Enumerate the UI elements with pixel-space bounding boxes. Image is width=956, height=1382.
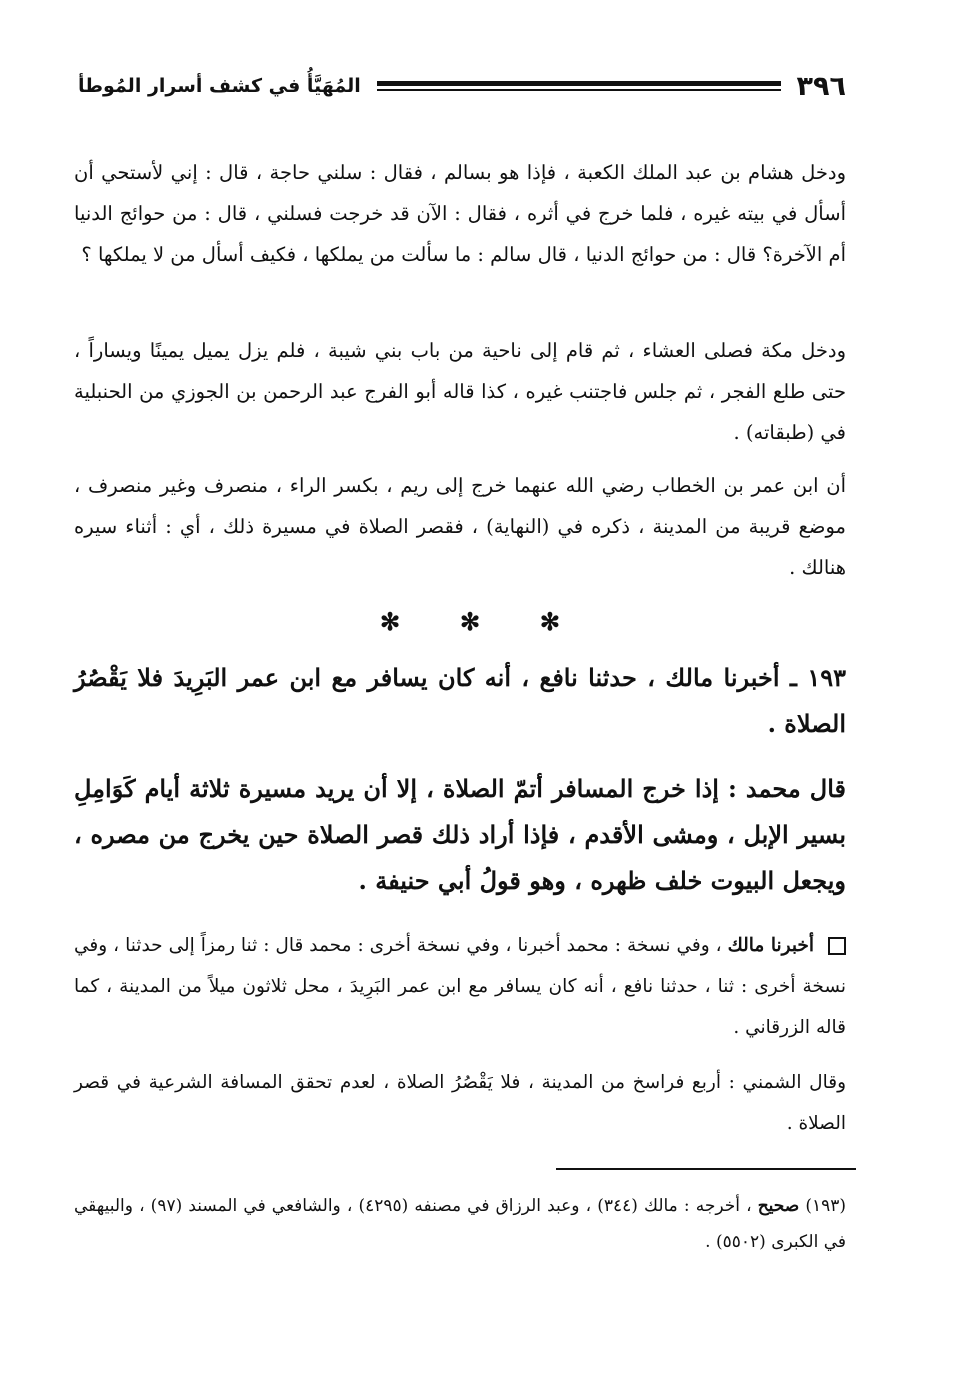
footnote-text: ، أخرجه : مالك (٣٤٤) ، وعبد الرزاق في مصنفه (٤٢٩٥) ، والشافعي في المسند (٩٧) ، والبيهقي في الكبرى (٥٥٠٢) . xyxy=(74,1196,846,1252)
asterisk-icon: ✻ xyxy=(380,607,401,636)
footnote xyxy=(74,1188,846,1260)
paragraph-mecca: ودخل مكة فصلى العشاء ، ثم قام إلى ناحية من باب بني شيبة ، فلم يزل يميل يمينًا ويساراً ، حتى طلع الفجر ، ثم جلس فاجتنب غيره ، كذا قاله أبو الفرج عبد الرحمن بن الجوزي من الحنبلية في (طبقاته) . xyxy=(74,339,846,444)
paragraph-hisham: ودخل هشام بن عبد الملك الكعبة ، فإذا هو بسالم ، فقال : سلني حاجة ، قال : إني لأستحي أن أسأل في بيته غيره ، فلما خرج في أثره ، فقال : الآن قد خرجت فسلني ، قال : من حوائج الدنيا أم الآخرة؟ قال : من حوائج الدنيا ، قال سالم : ما سألت من يملكها ، فكيف أسأل من لا يملكها ؟ xyxy=(74,161,846,266)
hadith-193-lead: ١٩٣ ـ أخبرنا مالك xyxy=(665,663,846,692)
commentary-lead: أخبرنا مالك xyxy=(727,935,815,956)
commentary-note xyxy=(74,925,846,1048)
asterisk-icon: ✻ xyxy=(459,607,481,636)
asterisk-icon: ✻ xyxy=(539,607,560,636)
hadith-193 xyxy=(74,655,846,747)
commentary-note-shumunni: وقال الشمني : أربع فراسخ من المدينة ، فلا يَقْصُرُ الصلاة ، لعدم تحقق المسافة الشرعية في قصر الصلاة . xyxy=(74,1072,846,1134)
box-marker-icon xyxy=(828,937,846,955)
qal-muhammad-text: إذا خرج المسافر أتمّ الصلاة ، إلا أن يريد مسيرة ثلاثة أيام كَوَامِلِ بسير الإبل ، ومشى الأقدم ، فإذا أراد ذلك قصر الصلاة حين يخرج من مصره ، ويجعل البيوت خلف ظهره ، وهو قولُ أبي حنيفة . xyxy=(74,774,846,895)
footnote-number: (١٩٣) xyxy=(805,1196,847,1216)
page-number: ٣٩٦ xyxy=(796,70,846,102)
commentary-text: ، وفي نسخة : محمد أخبرنا ، وفي نسخة أخرى : محمد قال : ثنا رمزاً إلى حدثنا ، وفي نسخة أخرى : ثنا ، حدثنا نافع ، أنه كان يسافر مع ابن عمر البَرِيدَ ، محل ثلاثون ميلاً من المدينة ، كما قاله الزرقاني . xyxy=(74,935,846,1038)
hadith-193-text: ، حدثنا نافع ، أنه كان يسافر مع ابن عمر البَرِيدَ فلا يَقْصُرُ الصلاة . xyxy=(74,663,846,738)
header-rule xyxy=(377,81,781,91)
page-header xyxy=(78,66,846,106)
qal-muhammad xyxy=(74,766,846,904)
footnote-grade: صحيح xyxy=(757,1196,800,1216)
qal-muhammad-lead: قال محمد : xyxy=(728,774,846,803)
paragraph-rim: أن ابن عمر بن الخطاب رضي الله عنهما خرج إلى ريم ، بكسر الراء ، منصرف وغير منصرف ، موضع قريبة من المدينة ، ذكره في (النهاية) ، فقصر الصلاة في مسيرة ذلك ، أي : أثناء سيره هنالك . xyxy=(74,474,846,579)
section-separator xyxy=(380,607,560,636)
running-title: المُهَيَّأُ في كشف أسرار المُوطأ xyxy=(78,75,361,97)
footnote-rule xyxy=(556,1168,856,1170)
